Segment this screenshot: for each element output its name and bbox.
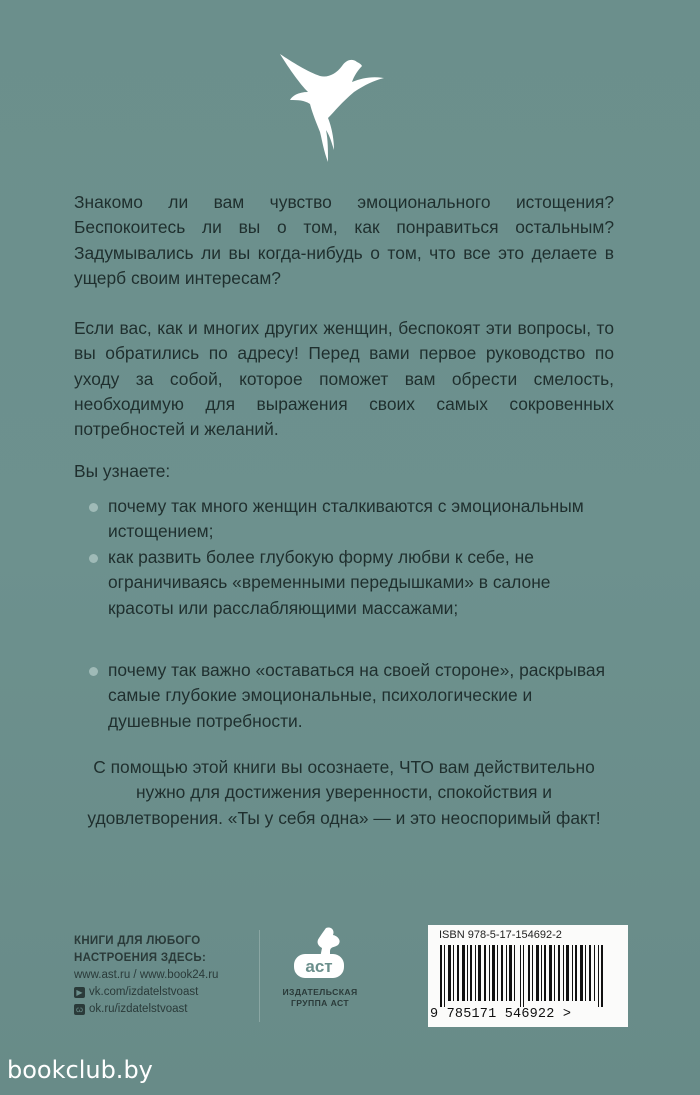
you-will-learn-heading: Вы узнаете: [74,461,171,481]
publisher-name-line2: ГРУППА АСТ [290,998,350,1008]
list-item [108,658,616,734]
list-item-text: как развить более глубокую форму любви к себе, не ограничиваясь «временными передышками» в салоне красоты или расслабляющими массажами; [108,547,551,618]
barcode-icon [434,945,622,1007]
bird-silhouette-icon [262,40,392,170]
list-item [108,494,616,545]
footer-heading-line2: НАСТРОЕНИЯ ЗДЕСЬ: [74,952,207,964]
footer-divider [259,930,260,1022]
isbn-label: ISBN 978-5-17-154692-2 [439,929,562,941]
website-links[interactable]: www.ast.ru / www.book24.ru [74,969,219,981]
list-item-text: почему так важно «оставаться на своей стороне», раскрывая самые глубокие эмоциональные, психологические и душевные потребности. [108,660,606,731]
ast-logo-icon [290,924,350,982]
intro-paragraph: Знакомо ли вам чувство эмоционального истощения? Беспокоитесь ли вы о том, как понравиться остальным? Задумывались ли вы когда-нибудь о том, что все это делаете в ущерб своим интересам? [74,192,614,288]
bullet-dot-icon [89,667,98,676]
isbn-barcode [428,925,628,1027]
ok-link-text: ok.ru/izdatelstvoast [89,1003,188,1015]
ok-icon: ꞷ [75,1005,84,1014]
watermark-text: bookclub.by [7,1056,153,1084]
publisher-logo [272,924,368,1009]
vk-link-text: vk.com/izdatelstvoast [89,986,199,998]
footer-links [74,933,218,1018]
bullet-dot-icon [89,503,98,512]
footer-heading-line1: КНИГИ ДЛЯ ЛЮБОГО [74,935,201,947]
ok-link[interactable] [74,1001,218,1018]
publisher-name-line1: ИЗДАТЕЛЬСКАЯ [282,987,358,997]
description-paragraph: Если вас, как и многих других женщин, беспокоят эти вопросы, то вы обратились по адресу! Перед вами первое руководство по уходу за собой, которое поможет вам обрести смелость, необходимую для выражения своих самых сокровенных потребностей и желаний. [74,318,614,440]
vk-icon: ▶ [74,987,85,998]
bullet-dot-icon [89,554,98,563]
vk-link[interactable] [74,984,218,1001]
closing-paragraph: С помощью этой книги вы осознаете, ЧТО вам действительно нужно для достижения уверенности, спокойствия и удовлетворения. «Ты у себя одна» — и это неоспоримый факт! [87,757,601,828]
svg-text:аст: аст [305,957,333,976]
list-item [108,545,616,621]
barcode-digits: 9 785171 546922 > [430,1007,572,1022]
list-item-text: почему так много женщин сталкиваются с эмоциональным истощением; [108,496,584,542]
